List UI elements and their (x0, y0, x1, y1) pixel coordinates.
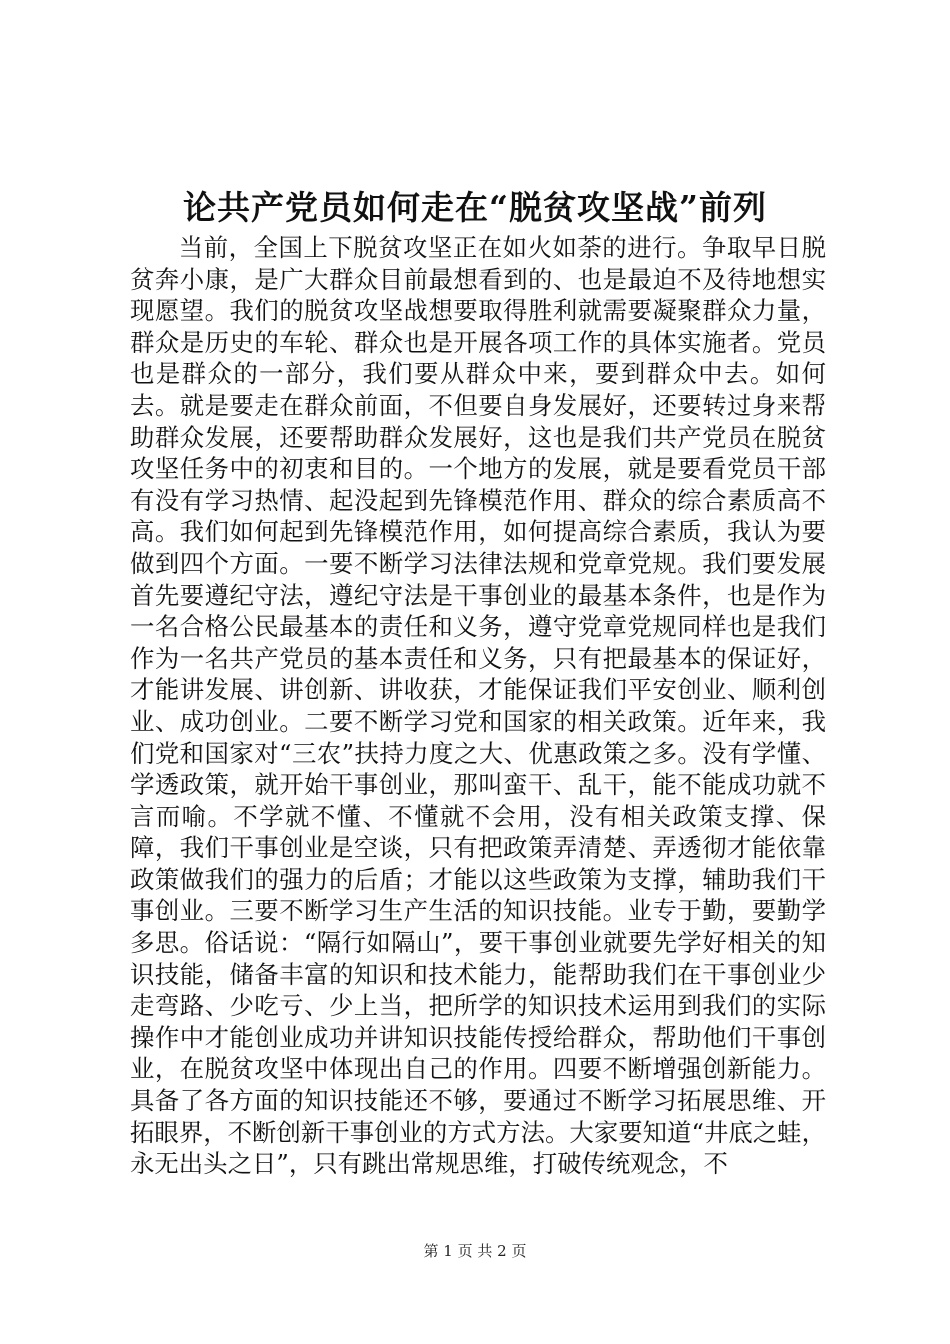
document-body: 当前，全国上下脱贫攻坚正在如火如荼的进行。争取早日脱贫奔小康，是广大群众目前最想看到的、也是最迫不及待地想实现愿望。我们的脱贫攻坚战想要取得胜利就需要凝聚群众力量，群众是历史的车轮、群众也是开展各项工作的具体实施者。党员也是群众的一部分，我们要从群众中来，要到群众中去。如何去。就是要走在群众前面，不但要自身发展好，还要转过身来帮助群众发展，还要帮助群众发展好，这也是我们共产党员在脱贫攻坚任务中的初衷和目的。一个地方的发展，就是要看党员干部有没有学习热情、起没起到先锋模范作用、群众的综合素质高不高。我们如何起到先锋模范作用，如何提高综合素质，我认为要做到四个方面。一要不断学习法律法规和党章党规。我们要发展首先要遵纪守法，遵纪守法是干事创业的最基本条件，也是作为一名合格公民最基本的责任和义务，遵守党章党规同样也是我们作为一名共产党员的基本责任和义务，只有把最基本的保证好，才能讲发展、讲创新、讲收获，才能保证我们平安创业、顺利创业、成功创业。二要不断学习党和国家的相关政策。近年来，我们党和国家对“三农”扶持力度之大、优惠政策之多。没有学懂、学透政策，就开始干事创业，那叫蛮干、乱干，能不能成功就不言而喻。不学就不懂、不懂就不会用，没有相关政策支撑、保障，我们干事创业是空谈，只有把政策弄清楚、弄透彻才能依靠政策做我们的强力的后盾；才能以这些政策为支撑，辅助我们干事创业。三要不断学习生产生活的知识技能。业专于勤，要勤学多思。俗话说：“隔行如隔山”，要干事创业就要先学好相关的知识技能，储备丰富的知识和技术能力，能帮助我们在干事创业少走弯路、少吃亏、少上当，把所学的知识技术运用到我们的实际操作中才能创业成功并讲知识技能传授给群众，帮助他们干事创业，在脱贫攻坚中体现出自己的作用。四要不断增强创新能力。具备了各方面的知识技能还不够，要通过不断学习拓展思维、开拓眼界，不断创新干事创业的方式方法。大家要知道“井底之蛙，永无出头之日”，只有跳出常规思维，打破传统观念，不 (130, 233, 826, 1179)
page-number-footer: 第 1 页 共 2 页 (423, 1242, 527, 1260)
document-title: 论共产党员如何走在“脱贫攻坚战”前列 (183, 188, 767, 227)
